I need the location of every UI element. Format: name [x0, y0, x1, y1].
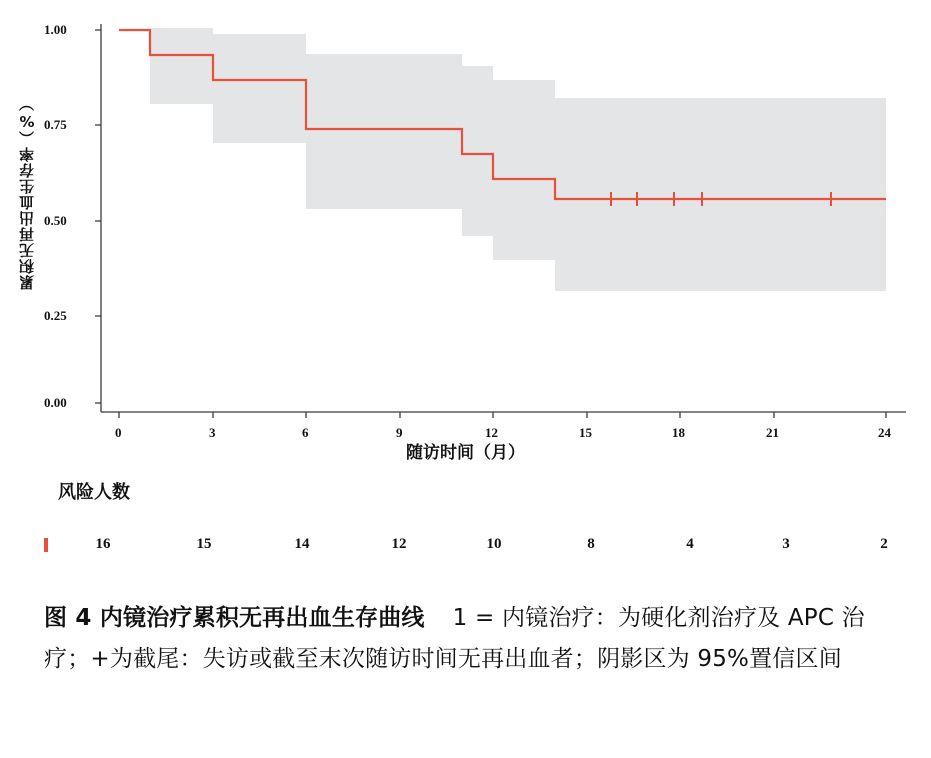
- risk-count-cell: 8: [587, 536, 595, 552]
- x-tick-label-3: 3: [209, 425, 216, 440]
- x-tick-label-9: 9: [396, 425, 403, 440]
- y-tick-label-0-25: 0.25: [44, 308, 67, 323]
- y-tick-label-1-00: 1.00: [44, 22, 67, 37]
- x-tick-label-18: 18: [672, 425, 685, 440]
- y-axis-label: 累积无再出血生存率（%）: [18, 95, 36, 290]
- risk-table-title: 风险人数: [58, 482, 130, 503]
- risk-table-strata-marker: [44, 538, 48, 552]
- risk-count-cell: 4: [686, 536, 694, 552]
- y-tick-label-0-75: 0.75: [44, 117, 67, 132]
- x-tick-label-0: 0: [115, 425, 122, 440]
- x-tick-label-15: 15: [579, 425, 592, 440]
- risk-count-cell: 16: [95, 536, 111, 552]
- x-tick-label-12: 12: [485, 425, 498, 440]
- y-axis-ticks: [95, 30, 101, 403]
- risk-count-cell: 2: [880, 536, 888, 552]
- risk-count-cell: 15: [196, 536, 212, 552]
- figure-caption-heading: 图 4 内镜治疗累积无再出血生存曲线: [44, 605, 425, 631]
- x-tick-label-6: 6: [302, 425, 309, 440]
- risk-table: [0, 470, 931, 580]
- risk-count-cell: 10: [486, 536, 502, 552]
- risk-count-cell: 14: [294, 536, 310, 552]
- confidence-band-95: [119, 28, 886, 291]
- risk-count-cell: 3: [782, 536, 790, 552]
- x-axis-label: 随访时间（月）: [406, 443, 525, 463]
- risk-count-cell: 12: [391, 536, 407, 552]
- x-tick-label-24: 24: [878, 425, 891, 440]
- x-axis-ticks: [119, 412, 886, 418]
- y-tick-label-0-00: 0.00: [44, 395, 67, 410]
- y-tick-label-0-50: 0.50: [44, 213, 67, 228]
- x-tick-label-21: 21: [766, 425, 779, 440]
- figure-caption: [44, 598, 900, 680]
- figure-caption-body: 1 = 内镜治疗：为硬化剂治疗及 APC 治疗；+为截尾：失访或截至末次随访时间无再出血者；阴影区为 95%置信区间: [44, 605, 865, 672]
